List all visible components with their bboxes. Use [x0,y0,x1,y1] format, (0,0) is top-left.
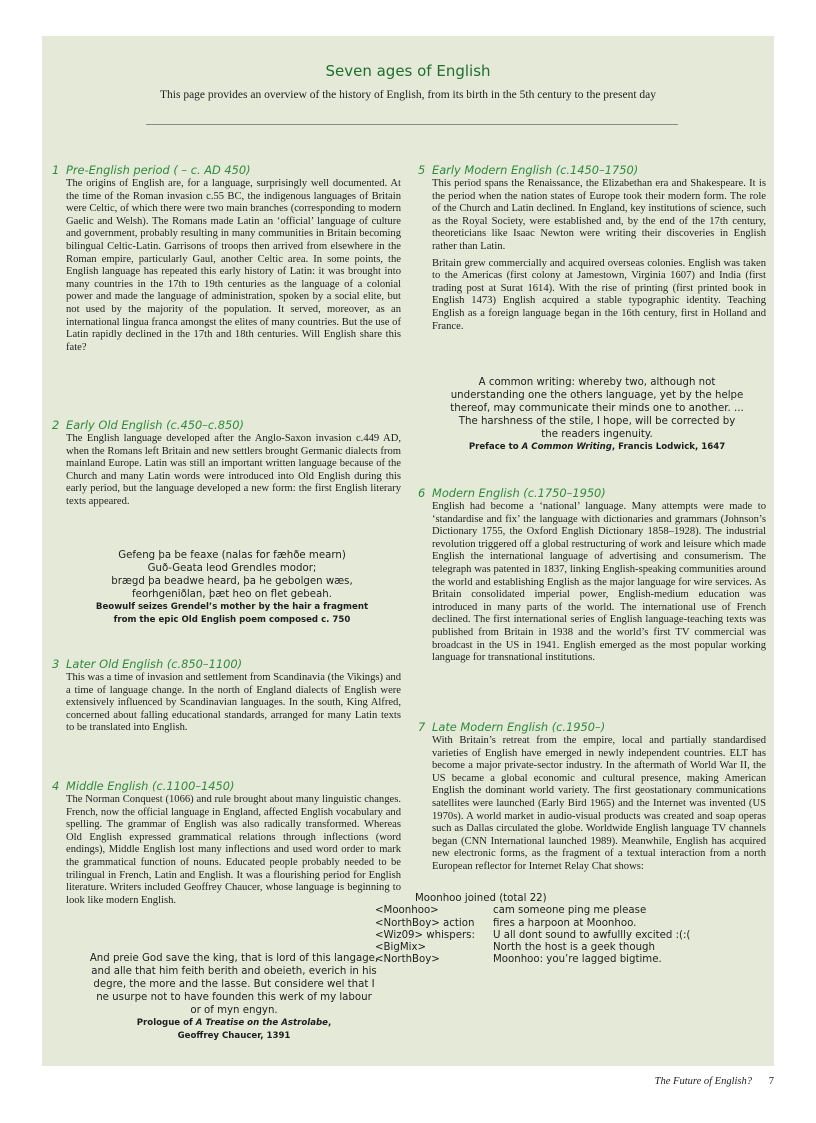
irc-header: Moonhoo joined (total 22) [415,893,547,904]
section-later-old-english [52,657,401,739]
footer-title: The Future of English? [654,1076,752,1087]
irc-line: <NorthBoy> action fires a harpoon at Moonhoo. [375,917,637,929]
quote-source: Prologue of A Treatise on the Astrolabe, [136,1018,332,1028]
page-subtitle: This page provides an overview of the history of English, from its birth in the 5th century to the present day [160,89,656,101]
section-early-old-english [52,418,401,513]
section-modern-english [418,486,766,669]
section-heading: 2 Early Old English (c.450–c.850) [52,418,244,432]
irc-line: <Moonhoo> cam someone ping me please [375,905,647,917]
quote-source: from the epic Old English poem composed c. 750 [113,615,351,625]
quote-source: Preface to A Common Writing, Francis Lodwick, 1647 [468,442,726,452]
irc-chat-log [375,893,725,967]
section-heading: 6 Modern English (c.1750–1950) [418,486,606,500]
section-pre-english [52,163,401,358]
quote-beowulf: Gefeng þa be feaxe (nalas for fæhðe mearn) Guð-Geata leod Grendles modor; brægd þa beadwe heard, þa he gebolgen wæs, feorhgeniðlan, þæt heo on flet gebeah. Beowulf seizes Grendel’s mother by the hair a fragment from the epic Old English poem composed c. 750 [62,549,402,627]
section-paragraph: This period spans the Renaissance, the Elizabethan era and Shakespeare. It is the period when the nation states of Europe took their modern form. The role of the Church and Latin declined. In England, key institutions of science, such as the Royal Society, were established and, by the end of the 17th century, theoreticians like Isaac Newton were writing their discoveries in English rather than Latin. [432,178,766,252]
section-heading: 5 Early Modern English (c.1450–1750) [418,163,639,177]
title-divider [146,124,678,125]
section-paragraph: The English language developed after the Anglo-Saxon invasion c.449 AD, when the Romans left Britain and new settlers brought Germanic dialects from mainland Europe. Latin was still an important written language because of the Church and many Latin words were introduced into Old English during this early period, but the language developed a new form: the first English literary texts appeared. [66,433,401,507]
section-paragraph: English had become a ‘national’ language. Many attempts were made to ‘standardise and fix’ the language with dictionaries and grammars (Johnson’s Dictionary 1755, the Oxford English Dictionary 1858–1928). The industrial revolution triggered off a global restructuring of work and leisure which made English the international language of advertising and consumerism. The telegraph was patented in 1837, linking English-speaking communities around the world and establishing English as the major language for wire services. As Britain consolidated imperial power, English-medium education was introduced in many parts of the world. The international use of French declined. The first international series of English language-teaching texts was published from Britain in 1938 and the world’s first TV commercial was broadcast in the US in 1941. English emerged as the most popular working language for transnational institutions. [432,501,766,664]
section-late-modern-english [418,720,766,878]
section-paragraph: The origins of English are, for a language, surprisingly well documented. At the time of the Roman invasion c.55 BC, the indigenous languages of Britain were Celtic, of which there were two main branches (corresponding to modern Gaelic and Welsh). The Romans made Latin an ‘official’ language of culture and government, probably resulting in many communities in Britain becoming bilingual Celtic-Latin. Garrisons of troops then arrived from elsewhere in the Roman empire, particularly Gaul, another Celtic area. In some points, the English language has repeated this early history of Latin: it was brought into many countries in the 17th to 19th centuries as the language of a colonial power and made the language of administration, spoken by a social elite, but not used by the majority of the population. It served, moreover, as an international lingua franca amongst the elites of many countries. But the use of Latin rapidly declined in the 17th and 18th centuries. Will English share this fate? [66,178,401,353]
page-title: Seven ages of English [325,62,491,80]
section-paragraph: The Norman Conquest (1066) and rule brought about many linguistic changes. French, now the official language in England, affected English vocabulary and spelling. The grammar of English was also radically transformed. Whereas Old English expressed grammatical relations through inflections (word endings), Middle English lost many inflections and used word order to mark the grammatical function of nouns. Educated people probably needed to be trilingual in French, Latin and English. It was a flourishing period for English literature. Writers included Geoffrey Chaucer, whose language is beginning to look like modern English. [66,794,401,906]
section-heading: 1 Pre-English period ( – c. AD 450) [52,163,251,177]
section-paragraph: Britain grew commercially and acquired overseas colonies. English was taken to the Americas (first colony at Jamestown, Virginia 1607) and India (first trading post at Surat 1614). With the rise of printing (first printed book in English 1473) English acquired a stable typographic identity. Teaching English as a foreign language began in the 16th century, first in Holland and France. [432,257,766,332]
quote-source: Beowulf seizes Grendel’s mother by the hair a fragment [95,602,369,612]
section-middle-english [52,779,401,911]
irc-line: <BigMix> North the host is a geek though [375,942,655,954]
page-number: 7 [768,1076,774,1087]
irc-line: <Wiz09> whispers: U all dont sound to awfullly excited :(:( [375,929,691,941]
section-heading: 4 Middle English (c.1100–1450) [52,779,235,793]
irc-line: <NorthBoy> Moonhoo: you’re lagged bigtime. [375,954,662,966]
section-early-modern-english [418,163,766,337]
quote-chaucer: And preie God save the king, that is lord of this langage, and alle that him feith berith and obeieth, everich in his degre, the more and the lasse. But considere wel that I ne usurpe not to have founden this werk of my labour or of myn engyn. Prologue of A Treatise on the Astrolabe, Geoffrey Chaucer, 1391 [56,952,412,1043]
section-paragraph: With Britain’s retreat from the empire, local and partially standardised varieties of English have emerged in newly independent countries. ELT has become a major private-sector industry. In the aftermath of World War II, the US became a global economic and cultural presence, making American English the dominant world variety. The first geostationary communications satellites were launched (Early Bird 1965) and the Internet was invented (US 1970s). A world market in audio-visual products was created and soap operas such as Dallas circulated the globe. Worldwide English language TV channels began (CNN International launched 1989). Meanwhile, English has acquired new electronic forms, as the fragment of a textual interaction from a north European reflector for Internet Relay Chat shows: [432,735,766,872]
section-heading: 3 Later Old English (c.850–1100) [52,657,243,671]
section-heading: 7 Late Modern English (c.1950–) [418,720,606,734]
quote-lodwick: A common writing: whereby two, although not understanding one the others language, yet by the helpe thereof, may communicate their minds one to another. ... The harshness of the stile, I hope, will be corrected by the readers ingenuity. Preface to A Common Writing, Francis Lodwick, 1647 [428,376,766,454]
quote-source: Geoffrey Chaucer, 1391 [177,1031,291,1041]
section-paragraph: This was a time of invasion and settlement from Scandinavia (the Vikings) and a time of language change. In the north of England dialects of English were extensively influenced by Scandinavian languages. In the south, King Alfred, concerned about falling educational standards, arranged for many Latin texts to be translated into English. [66,672,401,734]
